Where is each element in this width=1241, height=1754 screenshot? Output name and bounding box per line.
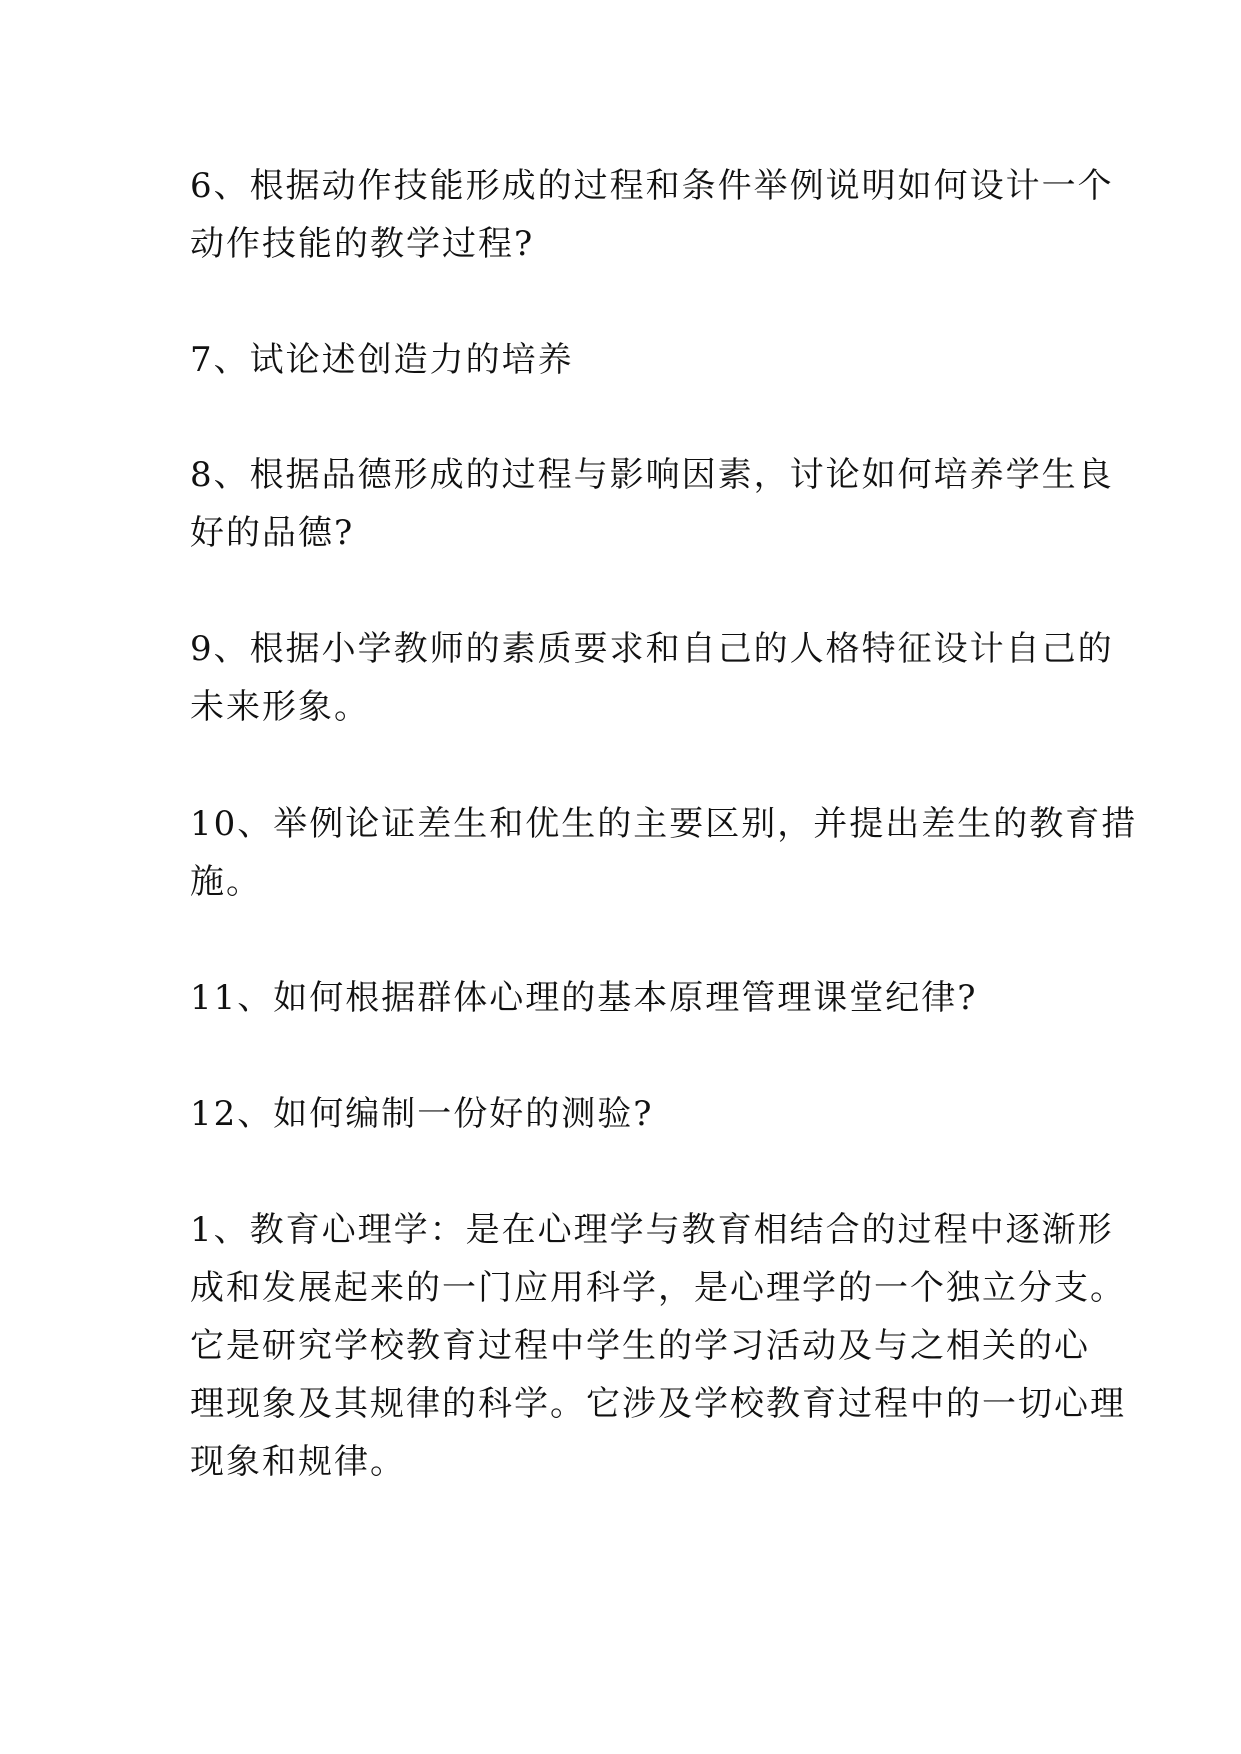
question-9-line-1: 9、根据小学教师的素质要求和自己的人格特征设计自己的 xyxy=(190,629,1114,669)
question-12-line-1: 12、如何编制一份好的测验? xyxy=(190,1094,654,1134)
definition-line-4: 理现象及其规律的科学。它涉及学校教育过程中的一切心理 xyxy=(190,1384,1126,1424)
question-8 xyxy=(190,446,1114,562)
question-11 xyxy=(190,969,1070,1027)
definition-line-3: 它是研究学校教育过程中学生的学习活动及与之相关的心 xyxy=(190,1326,1090,1366)
question-6-line-2: 动作技能的教学过程? xyxy=(190,224,535,264)
question-12 xyxy=(190,1085,1070,1143)
question-6 xyxy=(190,157,1114,273)
question-10 xyxy=(190,795,1138,911)
question-10-line-1: 10、举例论证差生和优生的主要区别，并提出差生的教育措 xyxy=(190,804,1138,844)
question-8-line-1: 8、根据品德形成的过程与影响因素，讨论如何培养学生良 xyxy=(190,455,1114,495)
question-7-line-1: 7、试论述创造力的培养 xyxy=(190,340,574,380)
definition-line-5: 现象和规律。 xyxy=(190,1442,406,1482)
question-9 xyxy=(190,620,1114,736)
question-7 xyxy=(190,331,1070,389)
question-8-line-2: 好的品德? xyxy=(190,513,355,553)
definition-line-1: 1、教育心理学：是在心理学与教育相结合的过程中逐渐形 xyxy=(190,1210,1114,1250)
definition-educational-psychology xyxy=(190,1201,1126,1491)
question-10-line-2: 施。 xyxy=(190,862,262,902)
question-11-line-1: 11、如何根据群体心理的基本原理管理课堂纪律? xyxy=(190,978,978,1018)
question-9-line-2: 未来形象。 xyxy=(190,687,370,727)
question-6-line-1: 6、根据动作技能形成的过程和条件举例说明如何设计一个 xyxy=(190,166,1114,206)
definition-line-2: 成和发展起来的一门应用科学，是心理学的一个独立分支。 xyxy=(190,1268,1126,1308)
